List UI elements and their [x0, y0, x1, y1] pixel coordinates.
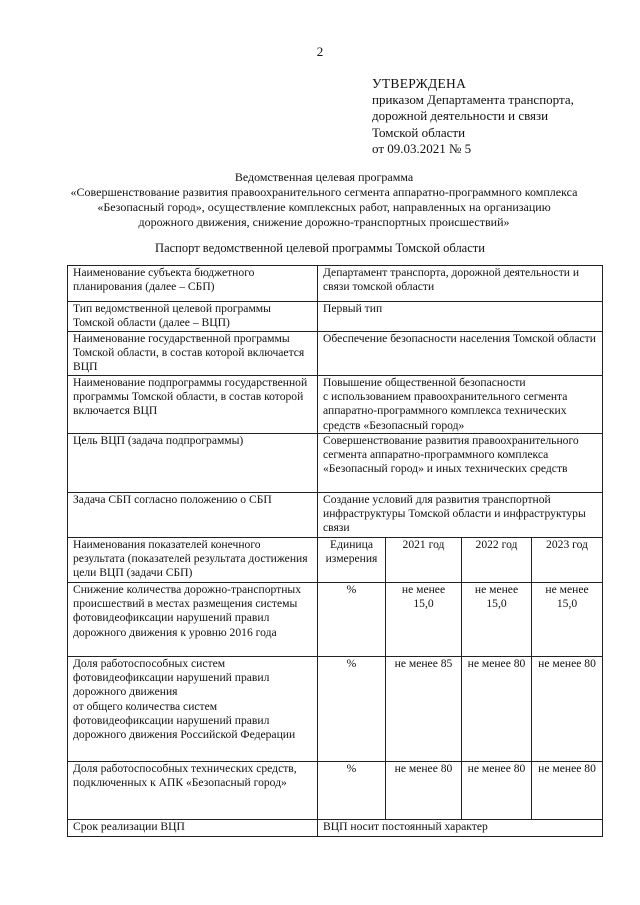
- approval-line: от 09.03.2021 № 5: [372, 140, 472, 156]
- page-number: 2: [316, 44, 324, 59]
- term-value: ВЦП носит постоянный характер: [318, 820, 603, 837]
- approval-line: приказом Департамента транспорта,: [372, 92, 574, 108]
- indicator-value: не менее 15,0: [462, 583, 532, 657]
- indicator-value: не менее 80: [532, 762, 603, 820]
- approval-line: Томской области: [372, 124, 466, 140]
- indicator-name: Снижение количества дорожно-транспортных происшествий в местах размещения системы фотовидеофиксации нарушений правил дорожного движения к уровню 2016 года: [68, 583, 318, 657]
- row-value: Повышение общественной безопасности с использованием правоохранительного сегмента аппаратно-программного комплекса технических средств «Безопасный город»: [318, 376, 603, 434]
- table-row: [68, 376, 603, 434]
- table-row: [68, 266, 603, 302]
- year-header: 2023 год: [532, 538, 603, 583]
- indicator-value: не менее 80: [386, 762, 462, 820]
- program-title-line: «Совершенствование развития правоохранительного сегмента аппаратно-программного комплекса: [70, 185, 578, 199]
- row-value: Департамент транспорта, дорожной деятельности и связи томской области: [318, 266, 603, 302]
- indicators-header-label: Наименования показателей конечного результата (показателей результата достижения цели ВЦП (задачи СБП): [68, 538, 318, 583]
- program-title-line: дорожного движения, снижение дорожно-транспортных происшествий»: [138, 215, 510, 229]
- row-value: Первый тип: [318, 302, 603, 332]
- table-row: [68, 302, 603, 332]
- indicator-value: не менее 80: [462, 762, 532, 820]
- indicator-unit: %: [318, 762, 386, 820]
- approval-line: дорожной деятельности и связи: [372, 108, 549, 124]
- approval-head: УТВЕРЖДЕНА: [372, 76, 467, 91]
- indicator-name: Доля работоспособных технических средств, подключенных к АПК «Безопасный город»: [68, 762, 318, 820]
- indicator-unit: %: [318, 583, 386, 657]
- program-title: [40, 170, 608, 230]
- term-label: Срок реализации ВЦП: [68, 820, 318, 837]
- row-label: Тип ведомственной целевой программы Томской области (далее – ВЦП): [68, 302, 318, 332]
- indicator-value: не менее 15,0: [532, 583, 603, 657]
- table-row: [68, 332, 603, 376]
- program-title-line: «Безопасный город», осуществление комплексных работ, направленных на организацию: [97, 200, 551, 214]
- indicator-value: не менее 80: [462, 657, 532, 762]
- row-label: Задача СБП согласно положению о СБП: [68, 493, 318, 538]
- row-label: Наименование государственной программы Томской области, в состав которой включается ВЦП: [68, 332, 318, 376]
- passport-title: Паспорт ведомственной целевой программы Томской области: [155, 241, 485, 255]
- row-value: Обеспечение безопасности населения Томской области: [318, 332, 603, 376]
- row-label: Наименование подпрограммы государственной программы Томской области, в состав которой включается ВЦП: [68, 376, 318, 434]
- unit-header: Единица измерения: [318, 538, 386, 583]
- indicators-header-row: [68, 538, 603, 583]
- row-value: Создание условий для развития транспортной инфраструктуры Томской области и инфраструктуры связи: [318, 493, 603, 538]
- indicator-name: Доля работоспособных систем фотовидеофиксации нарушений правил дорожного движения от общего количества систем фотовидеофиксации нарушений правил дорожного движения Российской Федерации: [68, 657, 318, 762]
- approval-block: [372, 76, 574, 157]
- table-row: [68, 820, 603, 837]
- year-header: 2021 год: [386, 538, 462, 583]
- passport-table: [67, 265, 603, 837]
- indicator-value: не менее 15,0: [386, 583, 462, 657]
- table-row: [68, 493, 603, 538]
- year-header: 2022 год: [462, 538, 532, 583]
- row-label: Наименование субъекта бюджетного планирования (далее – СБП): [68, 266, 318, 302]
- indicator-row: [68, 583, 603, 657]
- indicator-row: [68, 762, 603, 820]
- indicator-value: не менее 85: [386, 657, 462, 762]
- program-title-line: Ведомственная целевая программа: [234, 170, 414, 184]
- indicator-unit: %: [318, 657, 386, 762]
- row-value: Совершенствование развития правоохранительного сегмента аппаратно-программного комплекса «Безопасный город» и иных технических средств: [318, 434, 603, 493]
- indicator-row: [68, 657, 603, 762]
- row-label: Цель ВЦП (задача подпрограммы): [68, 434, 318, 493]
- table-row: [68, 434, 603, 493]
- indicator-value: не менее 80: [532, 657, 603, 762]
